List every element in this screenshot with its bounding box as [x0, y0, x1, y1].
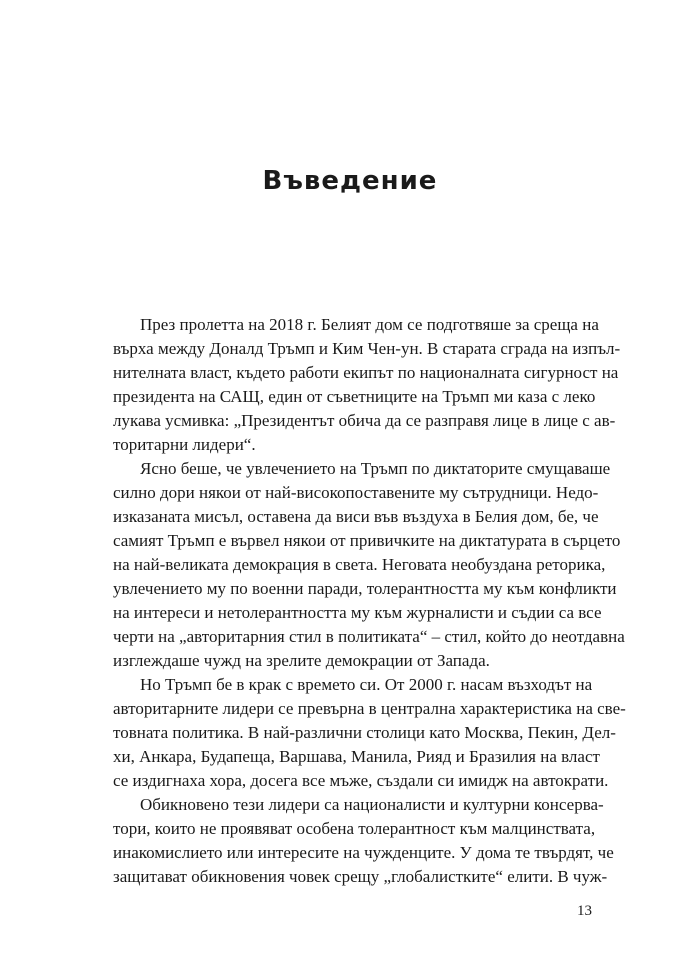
text-line: защитават обикновения човек срещу „глобалистките“ елити. В чуж-	[113, 867, 608, 886]
text-line: тори, които не проявяват особена толерантност към малцинствата,	[113, 819, 596, 838]
text-line: През пролетта на 2018 г. Белият дом се подготвяше за среща на	[140, 315, 599, 334]
page-number: 13	[577, 903, 592, 919]
paragraph	[113, 673, 626, 793]
text-line: Ясно беше, че увлечението на Тръмп по диктаторите смущаваше	[140, 459, 611, 478]
text-line: президента на САЩ, един от съветниците на Тръмп ми каза с леко	[113, 387, 596, 406]
text-line: върха между Доналд Тръмп и Ким Чен-ун. В старата сграда на изпъл-	[113, 339, 621, 358]
paragraph	[113, 457, 625, 673]
text-line: се издигнаха хора, досега все мъже, създали си имидж на автократи.	[113, 771, 609, 790]
text-line: нителната власт, където работи екипът по националната сигурност на	[113, 363, 619, 382]
text-line: Но Тръмп бе в крак с времето си. От 2000 г. насам възходът на	[140, 675, 593, 694]
text-line: увлечението му по военни паради, толерантността му към конфликти	[113, 579, 617, 598]
text-line: инакомислието или интересите на чужденците. У дома те твърдят, че	[113, 843, 614, 862]
text-line: на интереси и нетолерантността му към журналисти и съдии са все	[113, 603, 602, 622]
text-line: лукава усмивка: „Президентът обича да се разправя лице в лице с ав-	[113, 411, 616, 430]
paragraph	[113, 313, 621, 457]
text-line: торитарни лидери“.	[113, 435, 256, 454]
text-line: изказаната мисъл, оставена да виси във въздуха в Белия дом, бе, че	[113, 507, 599, 526]
chapter-title: Въведение	[262, 166, 438, 196]
text-line: силно дори някои от най-високопоставените му сътрудници. Недо-	[113, 483, 599, 502]
text-line: Обикновено тези лидери са националисти и културни консерва-	[140, 795, 604, 814]
text-line: на най-великата демокрация в света. Неговата необуздана реторика,	[113, 555, 606, 574]
paragraph	[113, 793, 614, 889]
text-line: авторитарните лидери се превърна в централна характеристика на све-	[113, 699, 626, 718]
text-line: самият Тръмп е вървел някои от привичките на диктатурата в сърцето	[113, 531, 621, 550]
text-line: товната политика. В най-различни столици като Москва, Пекин, Дел-	[113, 723, 616, 742]
text-line: черти на „авторитарния стил в политиката“ – стил, който до неотдавна	[113, 627, 625, 646]
text-line: хи, Анкара, Будапеща, Варшава, Манила, Рияд и Бразилия на власт	[113, 747, 600, 766]
text-line: изглеждаше чужд на зрелите демокрации от Запада.	[113, 651, 490, 670]
body-text	[113, 313, 626, 889]
